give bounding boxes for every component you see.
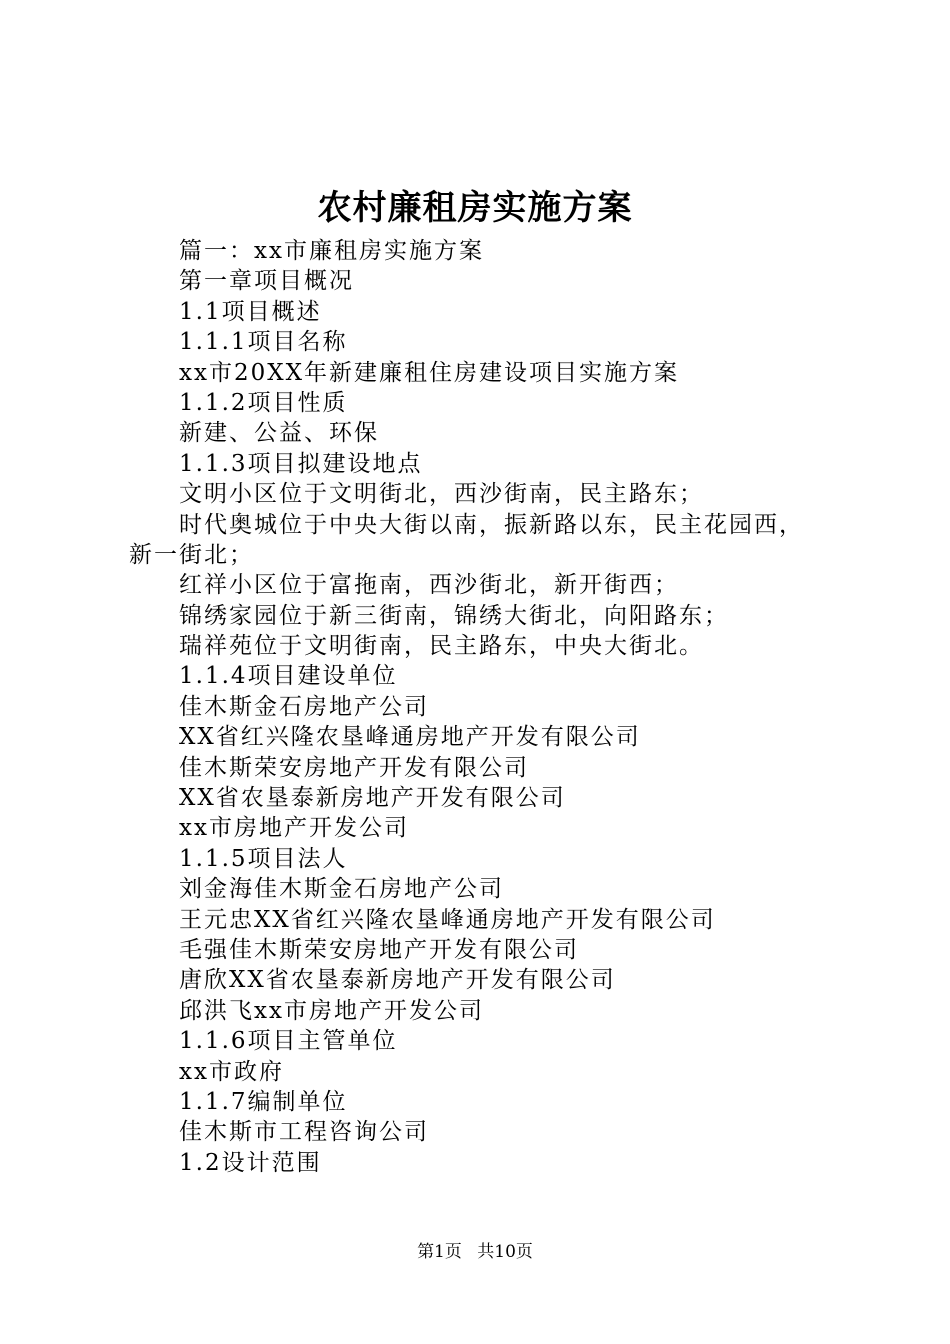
body-line: 锦绣家园位于新三街南，锦绣大街北，向阳路东； <box>179 602 729 629</box>
body-line: 1.1.1项目名称 <box>179 329 348 356</box>
body-line: 1.1.2项目性质 <box>179 389 348 416</box>
body-line: 1.2设计范围 <box>179 1149 322 1176</box>
page-footer <box>0 1240 950 1264</box>
body-line: 佳木斯荣安房地产开发有限公司 <box>179 754 529 781</box>
page-number: 第1页 <box>417 1242 462 1262</box>
body-line: 佳木斯市工程咨询公司 <box>179 1119 429 1146</box>
body-line: 刘金海佳木斯金石房地产公司 <box>179 876 504 903</box>
body-line: 1.1项目概述 <box>179 298 322 325</box>
page-total: 共10页 <box>477 1242 533 1262</box>
body-line: 1.1.7编制单位 <box>179 1088 348 1115</box>
body-line: xx市政府 <box>179 1058 284 1085</box>
body-line: 1.1.3项目拟建设地点 <box>179 450 423 477</box>
body-line: 1.1.6项目主管单位 <box>179 1028 398 1055</box>
body-line: XX省红兴隆农垦峰通房地产开发有限公司 <box>179 724 641 751</box>
body-line: 红祥小区位于富拖南，西沙街北，新开街西； <box>179 572 679 599</box>
body-line: 时代奥城位于中央大街以南，振新路以东，民主花园西， <box>179 511 804 538</box>
body-line: 1.1.5项目法人 <box>179 845 348 872</box>
body-line: xx市20XX年新建廉租住房建设项目实施方案 <box>179 359 679 386</box>
body-line: 佳木斯金石房地产公司 <box>179 693 429 720</box>
body-line: XX省农垦泰新房地产开发有限公司 <box>179 785 566 812</box>
body-line: 篇一：xx市廉租房实施方案 <box>179 238 484 264</box>
body-line: 1.1.4项目建设单位 <box>179 663 398 690</box>
body-line: 新建、公益、环保 <box>179 420 379 447</box>
body-line: 毛强佳木斯荣安房地产开发有限公司 <box>179 936 579 963</box>
body-line: 第一章项目概况 <box>179 268 354 295</box>
body-line: 邱洪飞xx市房地产开发公司 <box>179 997 484 1024</box>
body-line: xx市房地产开发公司 <box>179 815 409 842</box>
document-title: 农村廉租房实施方案 <box>317 188 633 228</box>
body-line: 瑞祥苑位于文明街南，民主路东，中央大街北。 <box>179 633 704 660</box>
body-line: 文明小区位于文明街北，西沙街南，民主路东； <box>179 481 704 508</box>
body-line: 新一街北； <box>129 541 254 568</box>
document-body <box>129 236 829 1178</box>
body-line: 王元忠XX省红兴隆农垦峰通房地产开发有限公司 <box>179 906 716 933</box>
body-line: 唐欣XX省农垦泰新房地产开发有限公司 <box>179 967 616 994</box>
